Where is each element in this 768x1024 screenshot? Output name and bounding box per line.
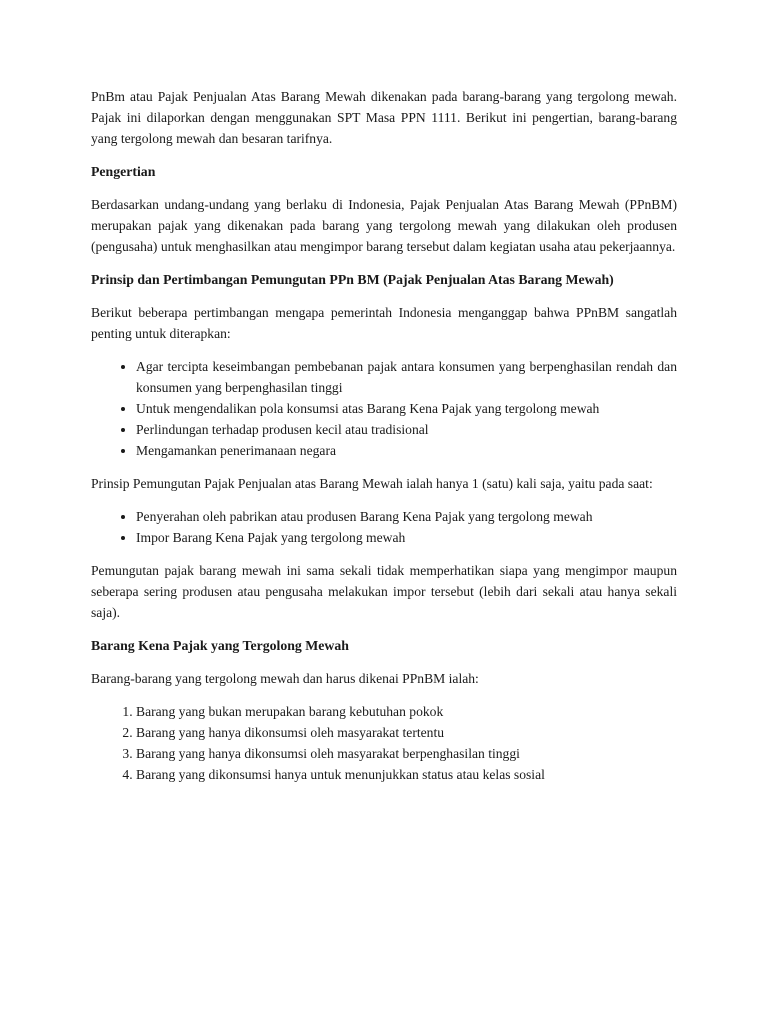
list-item: 3. Barang yang hanya dikonsumsi oleh masyarakat berpenghasilan tinggi xyxy=(136,743,677,764)
list-item: 2. Barang yang hanya dikonsumsi oleh masyarakat tertentu xyxy=(136,722,677,743)
list-item: 4. Barang yang dikonsumsi hanya untuk menunjukkan status atau kelas sosial xyxy=(136,764,677,785)
principle-paragraph: Prinsip Pemungutan Pajak Penjualan atas Barang Mewah ialah hanya 1 (satu) kali saja, yaitu pada saat: xyxy=(91,476,653,491)
collection-note-paragraph: Pemungutan pajak barang mewah ini sama sekali tidak memperhatikan siapa yang mengimpor maupun seberapa sering produsen atau pengusaha melakukan impor tersebut (lebih dari sekali atau hanya sekali saja). xyxy=(91,563,677,620)
section-heading-prinsip: Prinsip dan Pertimbangan Pemungutan PPn BM (Pajak Penjualan Atas Barang Mewah) xyxy=(91,272,614,287)
intro-paragraph: PnBm atau Pajak Penjualan Atas Barang Mewah dikenakan pada barang-barang yang tergolong mewah. Pajak ini dilaporkan dengan menggunakan SPT Masa PPN 1111. Berikut ini pengertian, barang-barang yang tergolong mewah dan besaran tarifnya. xyxy=(91,89,677,146)
list-item: • Impor Barang Kena Pajak yang tergolong mewah xyxy=(136,527,677,548)
list-item: • Perlindungan terhadap produsen kecil atau tradisional xyxy=(136,419,677,440)
list-item: 1. Barang yang bukan merupakan barang kebutuhan pokok xyxy=(136,701,677,722)
section-heading-barang: Barang Kena Pajak yang Tergolong Mewah xyxy=(91,638,349,653)
barang-intro-paragraph: Barang-barang yang tergolong mewah dan harus dikenai PPnBM ialah: xyxy=(91,671,479,686)
document-page xyxy=(91,86,677,797)
list-item: • Penyerahan oleh pabrikan atau produsen Barang Kena Pajak yang tergolong mewah xyxy=(136,506,677,527)
list-item: • Agar tercipta keseimbangan pembebanan pajak antara konsumen yang berpenghasilan rendah dan konsumen yang berpenghasilan tinggi xyxy=(136,356,677,398)
section-heading-pengertian: Pengertian xyxy=(91,164,156,179)
pengertian-paragraph: Berdasarkan undang-undang yang berlaku di Indonesia, Pajak Penjualan Atas Barang Mewah (PPnBM) merupakan pajak yang dikenakan pada barang yang tergolong mewah yang dilakukan oleh produsen (pengusaha) untuk menghasilkan atau mengimpor barang tersebut dalam kegiatan usaha atau pekerjaannya. xyxy=(91,197,677,254)
prinsip-intro-paragraph: Berikut beberapa pertimbangan mengapa pemerintah Indonesia menganggap bahwa PPnBM sangatlah penting untuk diterapkan: xyxy=(91,305,677,341)
luxury-goods-list xyxy=(91,701,677,785)
list-item: • Mengamankan penerimanaan negara xyxy=(136,440,677,461)
list-item: • Untuk mengendalikan pola konsumsi atas Barang Kena Pajak yang tergolong mewah xyxy=(136,398,677,419)
considerations-list xyxy=(91,356,677,461)
collection-moments-list xyxy=(91,506,677,548)
